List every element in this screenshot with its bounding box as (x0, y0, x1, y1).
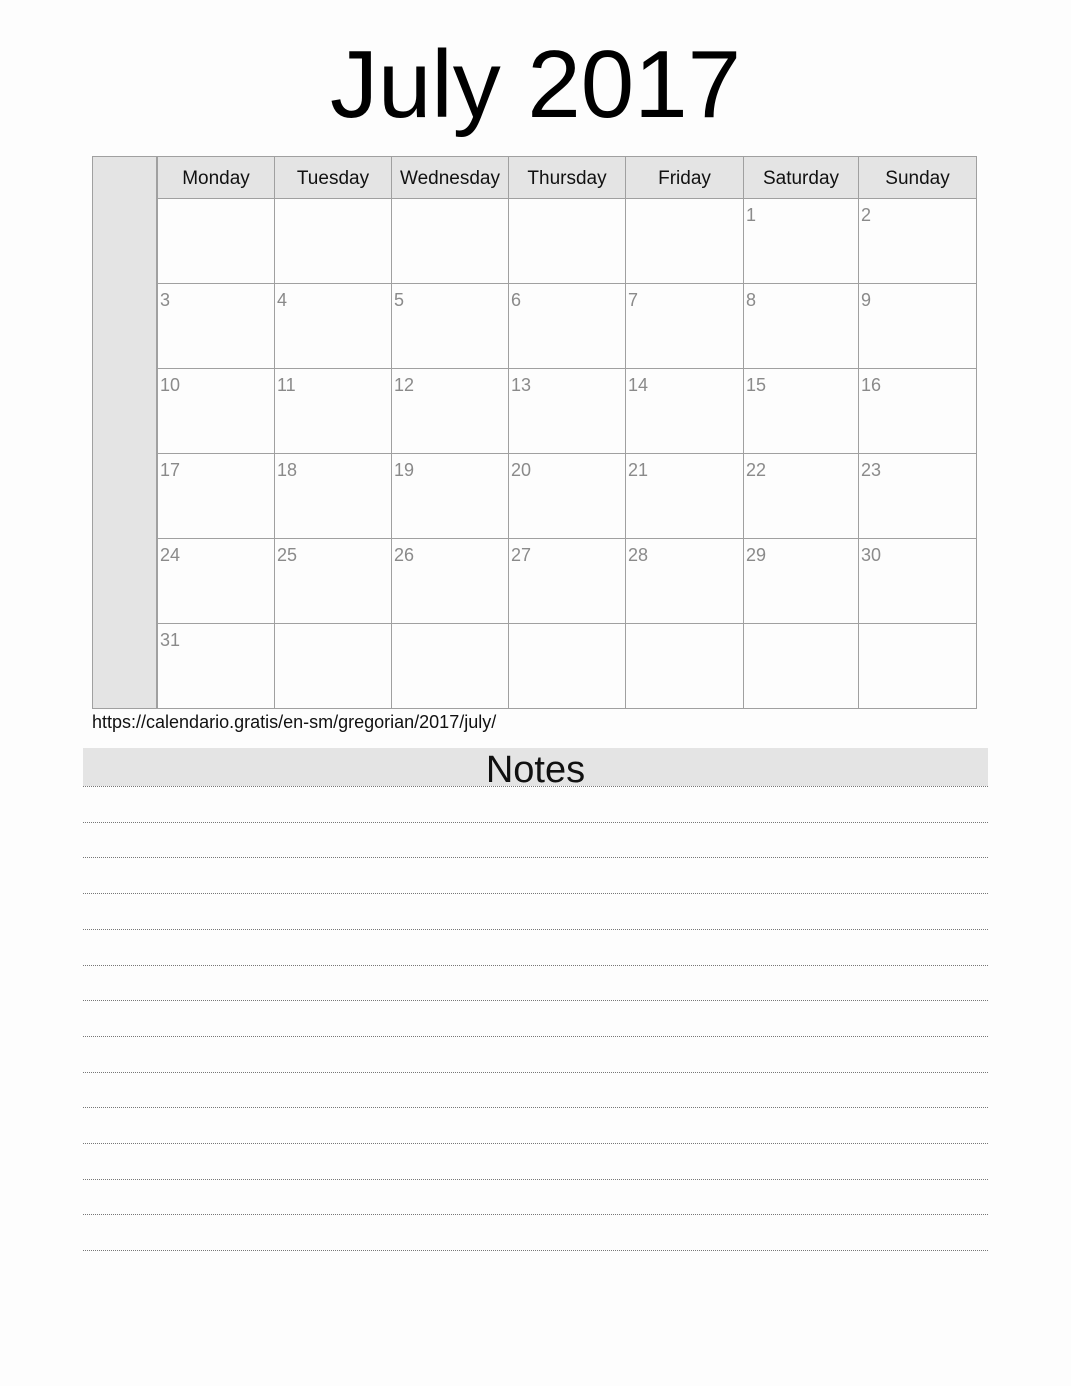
day-number: 16 (861, 375, 882, 395)
day-cell (858, 623, 977, 709)
day-cell (274, 198, 392, 284)
day-cell (858, 198, 977, 284)
source-url: https://calendario.gratis/en-sm/gregorian/2017/july/ (92, 712, 497, 732)
week-number-column (92, 156, 157, 709)
note-line (83, 965, 988, 966)
day-number: 1 (746, 205, 757, 225)
day-number: 3 (160, 290, 171, 310)
notes-title: Notes (83, 748, 988, 786)
day-number: 4 (277, 290, 288, 310)
day-cell (157, 368, 275, 454)
day-number: 12 (394, 375, 415, 395)
weekday-header-monday: Monday (157, 156, 275, 199)
note-line (83, 1036, 988, 1037)
day-number: 29 (746, 545, 767, 565)
day-cell (858, 538, 977, 624)
day-number: 20 (511, 460, 532, 480)
day-number: 19 (394, 460, 415, 480)
page-title: July 2017 (330, 31, 741, 138)
day-number: 2 (861, 205, 872, 225)
day-cell (391, 283, 509, 369)
day-number: 22 (746, 460, 767, 480)
day-number: 8 (746, 290, 757, 310)
day-number: 11 (277, 375, 296, 395)
day-cell (508, 198, 626, 284)
day-cell (274, 623, 392, 709)
day-cell (858, 453, 977, 539)
day-cell (508, 283, 626, 369)
note-line (83, 1179, 988, 1180)
day-number: 15 (746, 375, 767, 395)
day-cell (625, 283, 744, 369)
day-number: 24 (160, 545, 181, 565)
day-cell (274, 453, 392, 539)
weekday-header-tuesday: Tuesday (274, 156, 392, 199)
day-number: 25 (277, 545, 298, 565)
day-number: 30 (861, 545, 882, 565)
day-number: 23 (861, 460, 882, 480)
weekday-header-thursday: Thursday (508, 156, 626, 199)
day-cell (625, 538, 744, 624)
day-cell (743, 198, 859, 284)
day-cell (858, 368, 977, 454)
day-cell (157, 623, 275, 709)
day-cell (274, 368, 392, 454)
day-number: 7 (628, 290, 639, 310)
day-number: 17 (160, 460, 181, 480)
day-number: 26 (394, 545, 415, 565)
note-line (83, 1250, 988, 1251)
day-cell (858, 283, 977, 369)
note-line (83, 893, 988, 894)
day-cell (508, 623, 626, 709)
day-number: 14 (628, 375, 649, 395)
day-cell (743, 623, 859, 709)
day-cell (391, 453, 509, 539)
day-cell (508, 453, 626, 539)
day-cell (743, 283, 859, 369)
day-cell (391, 368, 509, 454)
day-number: 10 (160, 375, 181, 395)
day-cell (508, 538, 626, 624)
day-cell (157, 453, 275, 539)
weekday-header-saturday: Saturday (743, 156, 859, 199)
note-line (83, 857, 988, 858)
day-cell (391, 623, 509, 709)
day-cell (274, 538, 392, 624)
note-line (83, 1143, 988, 1144)
day-cell (625, 623, 744, 709)
weekday-header-friday: Friday (625, 156, 744, 199)
day-cell (274, 283, 392, 369)
day-cell (157, 283, 275, 369)
calendar-grid (92, 156, 976, 709)
day-number: 28 (628, 545, 649, 565)
day-cell (625, 198, 744, 284)
day-number: 5 (394, 290, 405, 310)
day-cell (743, 453, 859, 539)
note-line (83, 1107, 988, 1108)
day-number: 9 (861, 290, 872, 310)
day-number: 6 (511, 290, 522, 310)
day-number: 21 (628, 460, 649, 480)
note-line (83, 822, 988, 823)
day-number: 31 (160, 630, 181, 650)
note-line (83, 1000, 988, 1001)
day-cell (743, 538, 859, 624)
weekday-header-wednesday: Wednesday (391, 156, 509, 199)
note-line (83, 786, 988, 787)
day-cell (625, 368, 744, 454)
day-cell (743, 368, 859, 454)
day-number: 27 (511, 545, 532, 565)
day-cell (625, 453, 744, 539)
day-cell (391, 198, 509, 284)
day-cell (391, 538, 509, 624)
note-line (83, 1214, 988, 1215)
note-line (83, 1072, 988, 1073)
note-line (83, 929, 988, 930)
day-cell (508, 368, 626, 454)
day-cell (157, 198, 275, 284)
day-cell (157, 538, 275, 624)
day-number: 18 (277, 460, 298, 480)
day-number: 13 (511, 375, 532, 395)
weekday-header-sunday: Sunday (858, 156, 977, 199)
